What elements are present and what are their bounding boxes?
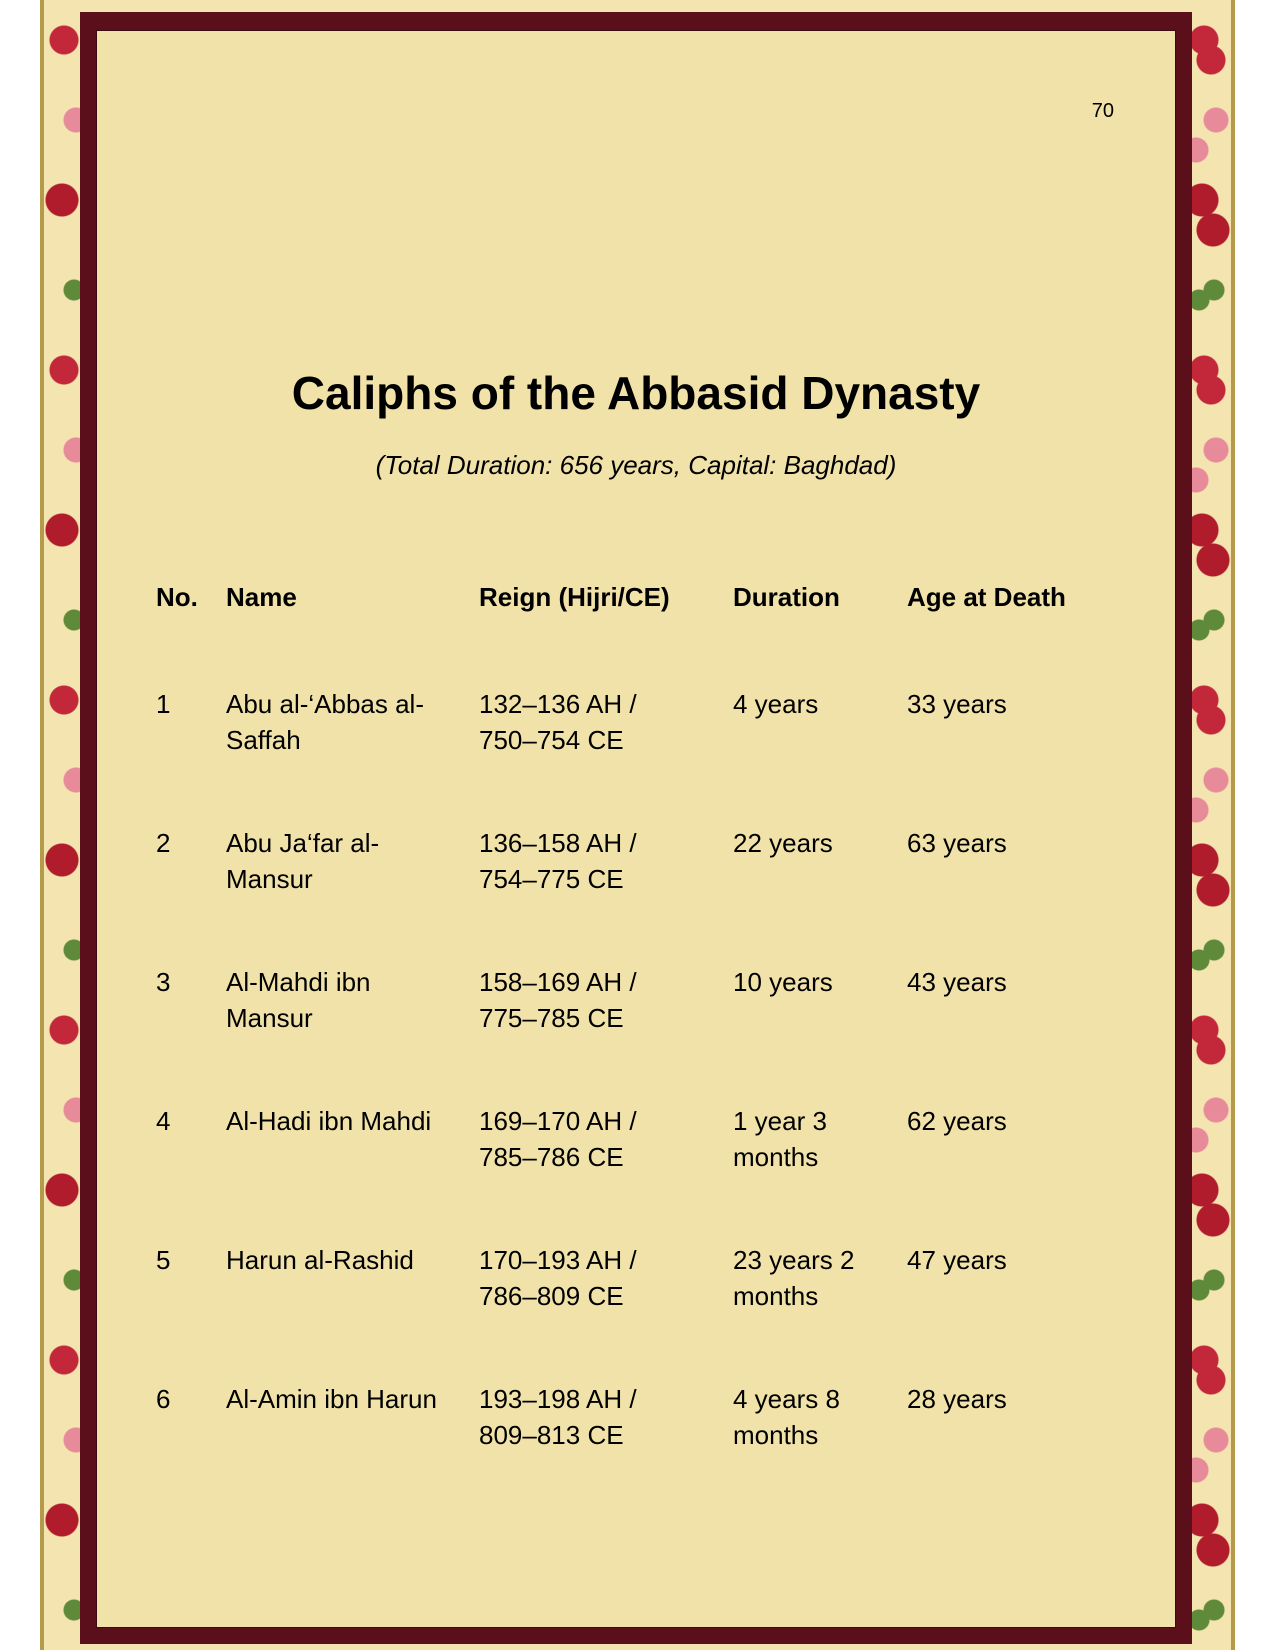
- reign-line: 785–786 CE: [479, 1142, 624, 1172]
- reign-line: 775–785 CE: [479, 1003, 624, 1033]
- reign-line: 786–809 CE: [479, 1281, 624, 1311]
- cell-no: 4: [156, 1106, 171, 1136]
- cell-age: 43 years: [907, 967, 1007, 997]
- cell-age: 63 years: [907, 828, 1007, 858]
- page-subtitle: (Total Duration: 656 years, Capital: Baghdad): [375, 450, 897, 480]
- header-reign: Reign (Hijri/CE): [479, 582, 670, 612]
- reign-line: 754–775 CE: [479, 864, 624, 894]
- cell-no: 2: [156, 828, 171, 858]
- cell-duration: [733, 686, 907, 825]
- cell-reign: [479, 1242, 733, 1381]
- reign-line: 169–170 AH /: [479, 1106, 637, 1136]
- cell-reign: [479, 1381, 733, 1520]
- name-line: Harun al-Rashid: [226, 1245, 414, 1275]
- cell-no: 6: [156, 1384, 171, 1414]
- duration-line: 4 years 8: [733, 1384, 840, 1414]
- page-content: [96, 30, 1176, 1628]
- cell-name: [226, 1242, 479, 1381]
- cell-name: [226, 964, 479, 1103]
- cell-name: [226, 686, 479, 825]
- table-row: [156, 1103, 1107, 1242]
- table-row: [156, 1242, 1107, 1381]
- name-line: Mansur: [226, 864, 313, 894]
- table-row: [156, 825, 1107, 964]
- cell-reign: [479, 825, 733, 964]
- duration-line: 1 year 3: [733, 1106, 827, 1136]
- reign-line: 158–169 AH /: [479, 967, 637, 997]
- header-name: Name: [226, 582, 297, 612]
- cell-reign: [479, 964, 733, 1103]
- duration-line: months: [733, 1281, 819, 1311]
- caliphs-table: [156, 582, 1107, 1520]
- cell-duration: [733, 1242, 907, 1381]
- header-no: No.: [156, 582, 198, 612]
- name-line: Saffah: [226, 725, 301, 755]
- duration-line: months: [733, 1420, 819, 1450]
- name-line: Al-Amin ibn Harun: [226, 1384, 437, 1414]
- table-row: [156, 964, 1107, 1103]
- cell-age: 28 years: [907, 1384, 1007, 1414]
- page-number: 70: [1091, 100, 1114, 122]
- table-header-row: [156, 582, 1107, 686]
- duration-line: 10 years: [733, 967, 833, 997]
- duration-line: 22 years: [733, 828, 833, 858]
- name-line: Al-Hadi ibn Mahdi: [226, 1106, 432, 1136]
- duration-line: 4 years: [733, 689, 819, 719]
- table-row: [156, 1381, 1107, 1520]
- cell-duration: [733, 1381, 907, 1520]
- cell-reign: [479, 686, 733, 825]
- cell-no: 1: [156, 689, 171, 719]
- reign-line: 132–136 AH /: [479, 689, 637, 719]
- cell-age: 62 years: [907, 1106, 1007, 1136]
- reign-line: 193–198 AH /: [479, 1384, 637, 1414]
- reign-line: 750–754 CE: [479, 725, 624, 755]
- cell-name: [226, 1381, 479, 1520]
- name-line: Al-Mahdi ibn: [226, 967, 371, 997]
- cell-no: 5: [156, 1245, 171, 1275]
- cell-duration: [733, 1103, 907, 1242]
- reign-line: 136–158 AH /: [479, 828, 637, 858]
- table-row: [156, 686, 1107, 825]
- name-line: Mansur: [226, 1003, 313, 1033]
- cell-name: [226, 825, 479, 964]
- duration-line: months: [733, 1142, 819, 1172]
- cell-name: [226, 1103, 479, 1242]
- cell-reign: [479, 1103, 733, 1242]
- cell-no: 3: [156, 967, 171, 997]
- page-title: Caliphs of the Abbasid Dynasty: [291, 367, 981, 419]
- cell-age: 33 years: [907, 689, 1007, 719]
- cell-age: 47 years: [907, 1245, 1007, 1275]
- reign-line: 809–813 CE: [479, 1420, 624, 1450]
- cell-duration: [733, 825, 907, 964]
- reign-line: 170–193 AH /: [479, 1245, 637, 1275]
- name-line: Abu al-‘Abbas al-: [226, 689, 424, 719]
- name-line: Abu Ja‘far al-: [226, 828, 380, 858]
- header-age-at-death: Age at Death: [907, 582, 1066, 612]
- header-duration: Duration: [733, 582, 840, 612]
- cell-duration: [733, 964, 907, 1103]
- duration-line: 23 years 2: [733, 1245, 855, 1275]
